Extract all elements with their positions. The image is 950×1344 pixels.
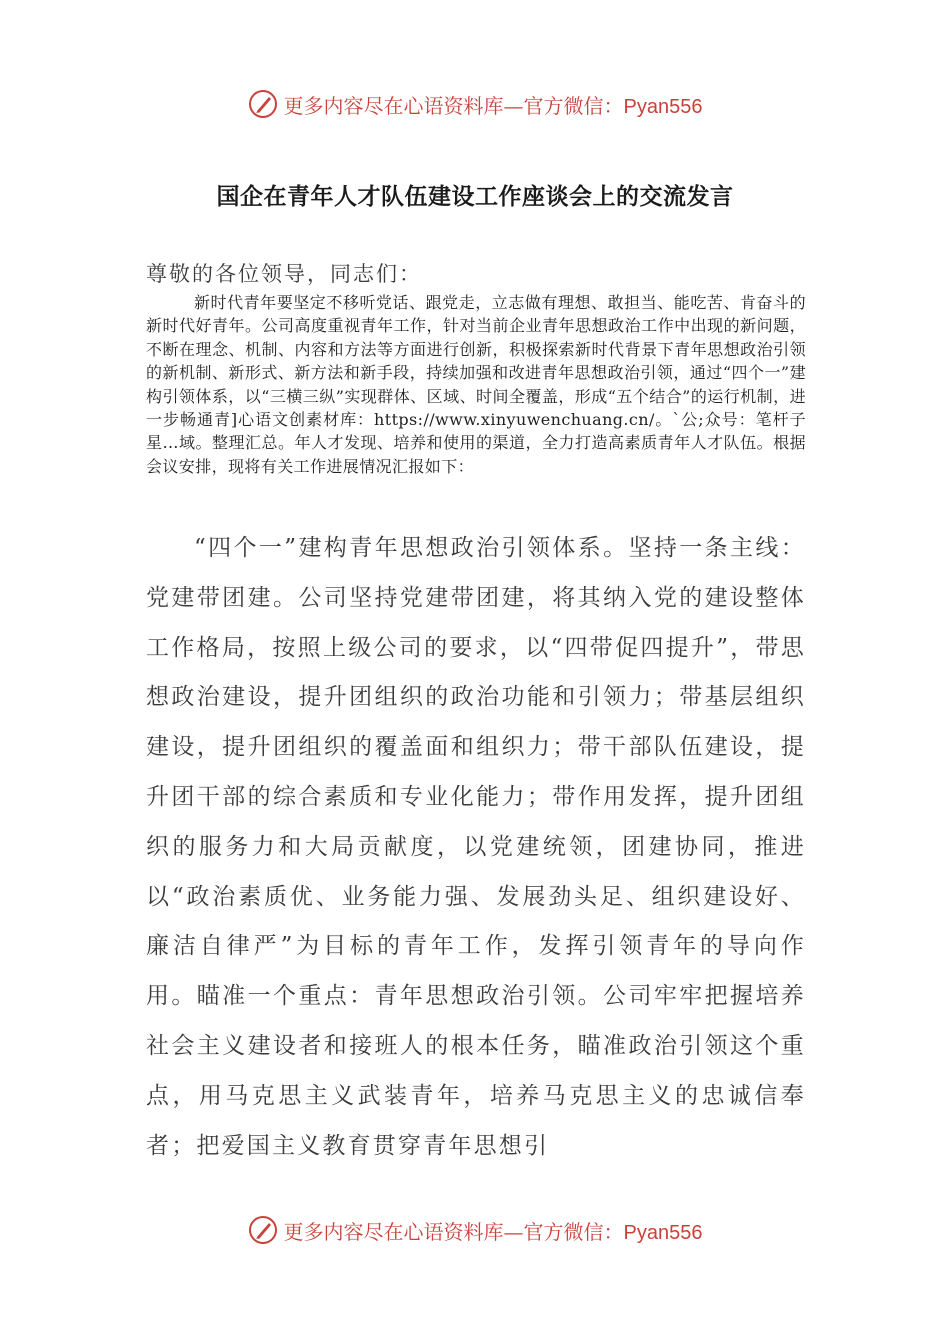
quill-pen-logo-icon [248,1215,278,1245]
banner-text: 更多内容尽在心语资料库—官方微信：Pyan556 [283,93,703,118]
quill-pen-logo-icon [248,89,278,119]
header-banner [0,86,950,122]
wechat-id: Pyan556 [623,95,703,118]
body-paragraph: “四个一”建构青年思想政治引领体系。坚持一条主线：党建带团建。公司坚持党建带团建，将其纳入党的建设整体工作格局，按照上级公司的要求，以“四带促四提升”，带思想政治建设，提升团组织的政治功能和引领力；带基层组织建设，提升团组织的覆盖面和组织力；带干部队伍建设，提升团干部的综合素质和专业化能力；带作用发挥，提升团组织的服务力和大局贡献度，以党建统领，团建协同，推进以“政治素质优、业务能力强、发展劲头足、组织建设好、廉洁自律严”为目标的青年工作，发挥引领青年的导向作用。瞄准一个重点：青年思想政治引领。公司牢牢把握培养社会主义建设者和接班人的根本任务，瞄准政治引领这个重点，用马克思主义武装青年，培养马克思主义的忠诚信奉者；把爱国主义教育贯穿青年思想引 [146,535,806,1159]
salutation: 尊敬的各位领导，同志们： [146,262,422,286]
wechat-id: Pyan556 [623,1221,703,1244]
footer-banner [0,1212,950,1248]
intro-paragraph: 新时代青年要坚定不移听党话、跟党走，立志做有理想、敢担当、能吃苦、肯奋斗的新时代好青年。公司高度重视青年工作，针对当前企业青年思想政治工作中出现的新问题，不断在理念、机制、内容和方法等方面进行创新，积极探索新时代背景下青年思想政治引领的新机制、新形式、新方法和新手段，持续加强和改进青年思想政治引领，通过“四个一”建构引领体系，以“三横三纵”实现群体、区域、时间全覆盖，形成“五个结合”的运行机制，进一步畅通青]心语文创素材库：https://www.xinyuwenchuang.cn/。`公;众号：笔杆子星…域。整理汇总。年人才发现、培养和使用的渠道，全力打造高素质青年人才队伍。根据会议安排，现将有关工作进展情况汇报如下： [146,293,806,476]
banner-text: 更多内容尽在心语资料库—官方微信：Pyan556 [283,1219,703,1244]
document-title: 国企在青年人才队伍建设工作座谈会上的交流发言 [216,184,734,210]
